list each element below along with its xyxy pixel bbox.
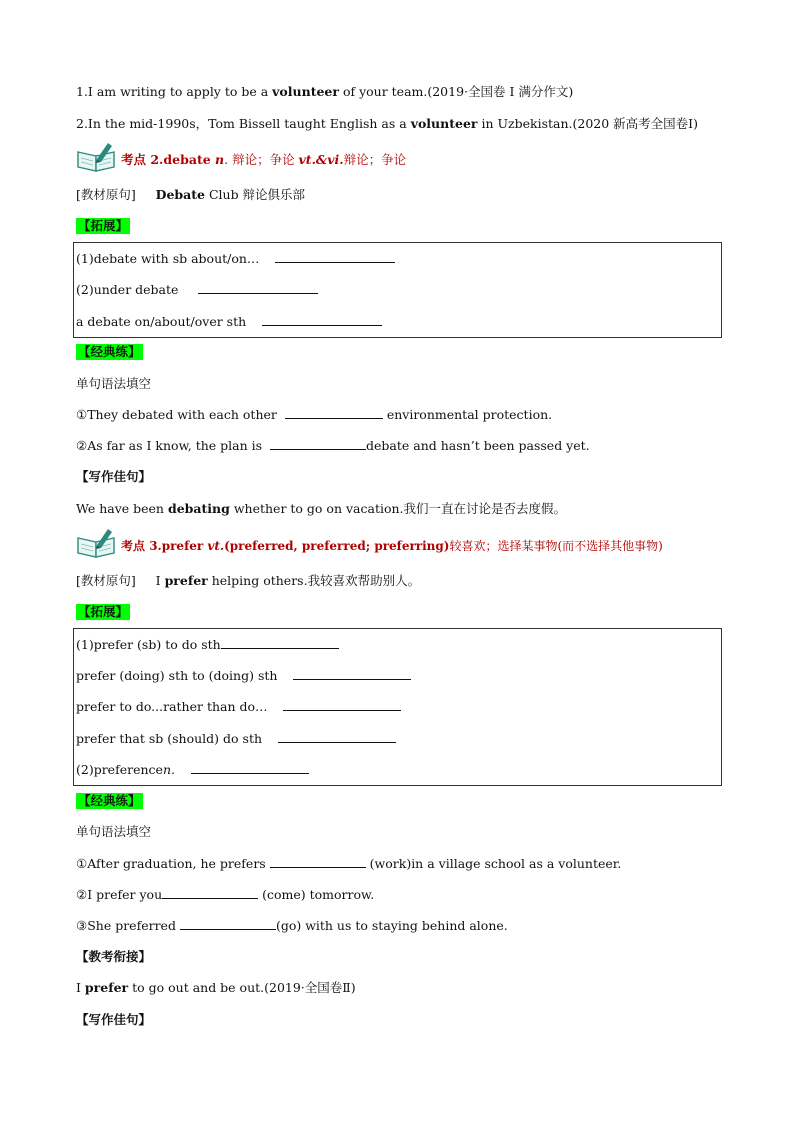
tag-label: 【经典练】 [78, 793, 141, 808]
section-tag-jiaokao [76, 949, 151, 965]
source-sentence [76, 187, 305, 203]
meaning: 较喜欢；选择某事物(而不选择其他事物) [449, 539, 663, 553]
answer-blank[interactable] [162, 887, 258, 899]
answer-blank[interactable] [293, 668, 411, 680]
answer-blank[interactable] [283, 699, 401, 711]
exercise-title: 单句语法填空 [76, 824, 152, 839]
text: I [155, 573, 165, 588]
meaning: . 辩论；争论 [224, 152, 299, 167]
example-sentence-2 [76, 116, 698, 132]
text: We have been [76, 501, 168, 516]
phrase: (1)debate with sb about/on… [76, 251, 260, 266]
headword: 2.debate [150, 152, 211, 167]
answer-blank[interactable] [270, 438, 366, 450]
kaodian-3-heading [121, 538, 663, 554]
exam-sentence [76, 980, 356, 996]
exercise-question [76, 918, 508, 934]
section-tag-tuozhan [76, 604, 130, 620]
kaodian-label: 考点 [121, 152, 151, 167]
text: I prefer you [87, 887, 163, 902]
example-sentence-1 [76, 84, 573, 100]
tag-label: 【经典练】 [78, 344, 141, 359]
extension-box [73, 628, 722, 786]
answer-blank[interactable] [278, 731, 396, 743]
extension-item [76, 637, 339, 653]
text: (come) tomorrow. [258, 887, 375, 902]
text: She preferred [87, 918, 180, 933]
extension-item [76, 762, 309, 778]
exercise-question [76, 407, 552, 423]
text: (go) with us to staying behind alone. [275, 918, 508, 933]
answer-blank[interactable] [221, 637, 339, 649]
extension-item [76, 731, 396, 747]
phrase: (1)prefer (sb) to do sth [76, 637, 221, 652]
writing-sentence [76, 501, 566, 517]
section-tag-jingdian [76, 344, 143, 360]
question-number: ① [76, 856, 88, 871]
phrase: prefer that sb (should) do sth [76, 731, 263, 746]
text: I [76, 980, 85, 995]
headword: 3.prefer [149, 539, 208, 553]
section-tag-xiezuo [76, 1012, 151, 1028]
extension-item [76, 699, 401, 715]
phrase: prefer to do...rather than do… [76, 699, 268, 714]
tag-label: 【拓展】 [78, 218, 129, 233]
keyword: debating [167, 501, 230, 516]
answer-blank[interactable] [270, 856, 366, 868]
tag-label: 【教考衔接】 [76, 949, 152, 964]
answer-blank[interactable] [285, 407, 383, 419]
tag-label: 【写作佳句】 [76, 469, 152, 484]
keyword: prefer [164, 573, 208, 588]
kaodian-2-heading [121, 152, 406, 168]
extension-item [76, 668, 411, 684]
text: environmental protection. [382, 407, 553, 422]
exercise-question [76, 438, 590, 454]
text: debate and hasn’t been passed yet. [366, 438, 590, 453]
answer-blank[interactable] [198, 282, 318, 294]
section-tag-jingdian [76, 793, 143, 809]
text: to go out and be out.(2019·全国卷Ⅱ) [128, 980, 356, 995]
extension-item [76, 282, 318, 298]
exercise-question [76, 856, 621, 872]
keyword: volunteer [410, 116, 478, 131]
extension-item [76, 251, 395, 267]
section-tag-xiezuo [76, 469, 151, 485]
question-number: ② [76, 438, 88, 453]
keyword: prefer [84, 980, 129, 995]
text: (work)in a village school as a volunteer. [365, 856, 622, 871]
phrase: (2)under debate [76, 282, 179, 297]
text: 1.I am writing to apply to be a [76, 84, 273, 99]
text: As far as I know, the plan is [87, 438, 267, 453]
text: helping others.我较喜欢帮助别人。 [207, 573, 421, 588]
section-tag-tuozhan [76, 218, 130, 234]
phrase: prefer (doing) sth to (doing) sth [76, 668, 278, 683]
book-pen-icon [76, 526, 118, 558]
extension-box [73, 242, 722, 338]
text: 2.In the mid-1990s，Tom Bissell taught English as a [76, 116, 411, 131]
phrase: (2)preference [76, 762, 163, 777]
source-label: [教材原句] [76, 573, 136, 588]
extension-item [76, 314, 382, 330]
part-of-speech: vt. [207, 539, 225, 553]
text: in Uzbekistan.(2020 新高考全国卷Ⅰ) [477, 116, 698, 131]
kaodian-label: 考点 [121, 539, 150, 553]
part-of-speech: n [210, 152, 225, 167]
keyword: volunteer [272, 84, 339, 99]
text: They debated with each other [87, 407, 281, 422]
text: Club 辩论俱乐部 [205, 187, 306, 202]
exercise-question [76, 887, 374, 903]
question-number: ① [76, 407, 88, 422]
exercise-title: 单句语法填空 [76, 376, 152, 391]
answer-blank[interactable] [262, 314, 382, 326]
keyword: Debate [155, 187, 205, 202]
book-pen-icon [76, 140, 118, 172]
text: of your team.(2019·全国卷 I 满分作文) [338, 84, 574, 99]
text: whether to go on vacation.我们一直在讨论是否去度假。 [229, 501, 567, 516]
source-sentence [76, 573, 420, 589]
part-of-speech: vt.&vi. [298, 152, 344, 167]
source-label: [教材原句] [76, 187, 136, 202]
verb-forms: (preferred, preferred; preferring) [224, 539, 450, 553]
part-of-speech: n. [162, 762, 175, 777]
tag-label: 【拓展】 [78, 604, 129, 619]
text: After graduation, he prefers [87, 856, 270, 871]
question-number: ③ [76, 918, 88, 933]
answer-blank[interactable] [275, 251, 395, 263]
tag-label: 【写作佳句】 [76, 1012, 152, 1027]
answer-blank[interactable] [180, 918, 276, 930]
phrase: a debate on/about/over sth [76, 314, 247, 329]
meaning: 辩论；争论 [343, 152, 407, 167]
answer-blank[interactable] [191, 762, 309, 774]
question-number: ② [76, 887, 88, 902]
